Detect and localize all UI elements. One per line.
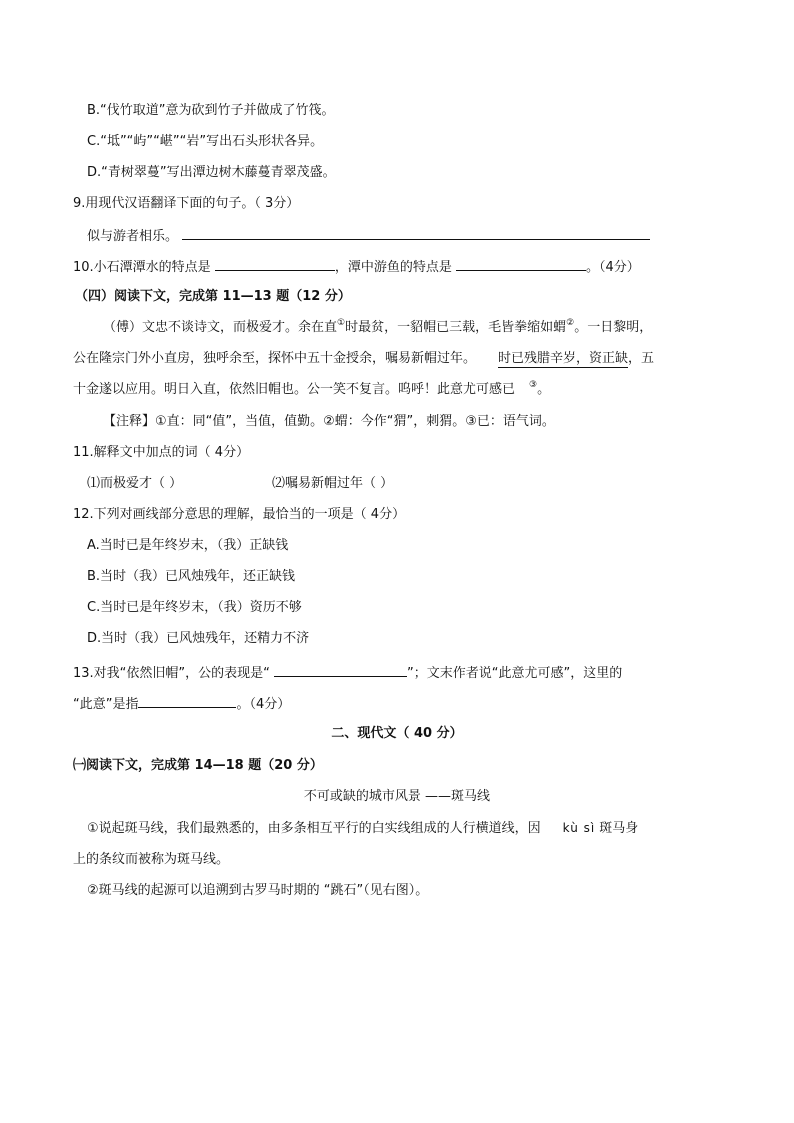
q9-sentence: 似与游者相乐。	[87, 229, 179, 244]
q13-line-2	[73, 694, 290, 714]
q10-line	[73, 257, 640, 277]
article-para1-line2: 上的条纹而被称为斑马线。	[73, 852, 230, 867]
q11-item-2: ⑵嘱易新帽过年（ ）	[272, 476, 394, 491]
footnote-marker-1: ①	[337, 318, 346, 328]
q11-prompt: 11.解释文中加点的词（ 4分）	[73, 445, 250, 460]
passage-text: （傅）文忠不谈诗文，而极爱才。余在直	[103, 320, 338, 335]
q8-option-b: B.“伐竹取道”意为砍到竹子并做成了竹筏。	[87, 103, 335, 118]
q10-part1: 10.小石潭潭水的特点是	[73, 260, 211, 275]
q13-blank-reaction[interactable]	[274, 663, 407, 677]
q13-blank-meaning[interactable]	[138, 694, 236, 708]
passage-text: 。一日黎明，	[574, 320, 653, 335]
q8-option-d: D.“青树翠蔓”写出潭边树木藤蔓青翠茂盛。	[87, 165, 336, 180]
footnote-marker-2: ②	[566, 318, 575, 328]
q10-part2: ，潭中游鱼的特点是	[334, 260, 452, 275]
q13-part1: 13.对我“依然旧帽”，公的表现是“	[73, 666, 270, 681]
passage-line-1	[103, 319, 652, 337]
article-para1-line1	[87, 819, 638, 838]
section4-heading: （四）阅读下文，完成第 11—13 题（12 分）	[75, 289, 351, 304]
passage-text: 公在隆宗门外小直房，独呼余至，探怀中五十金授余，嘱易新帽过年。	[73, 351, 477, 366]
article-text: ①说起斑马线，我们最熟悉的，由多条相互平行的白实线组成的人行横道线，因	[87, 821, 541, 836]
article-title: 不可或缺的城市风景 ——斑马线	[303, 789, 491, 804]
q13-part3: “此意”是指	[73, 697, 139, 712]
pinyin-prompt: kù sì	[562, 821, 596, 835]
passage-line-3	[73, 381, 550, 399]
passage-text: 。	[537, 382, 551, 397]
q13-part4: 。（4分）	[236, 697, 291, 712]
passage-line-2	[73, 350, 654, 368]
q12-option-a: A.当时已是年终岁末，（我）正缺钱	[87, 538, 289, 553]
section2-heading: 二、现代文（ 40 分）	[331, 726, 463, 741]
q10-blank-water[interactable]	[215, 257, 335, 271]
q10-part3: 。（4分）	[585, 260, 640, 275]
q9-answer-blank[interactable]	[182, 226, 650, 240]
q13-part2: ”；文末作者说“此意尤可感”，这里的	[407, 666, 623, 681]
q12-prompt: 12.下列对画线部分意思的理解，最恰当的一项是（ 4分）	[73, 507, 406, 522]
q12-option-b: B.当时（我）已风烛残年，还正缺钱	[87, 569, 296, 584]
footnote-marker-3: ③	[529, 380, 538, 390]
section2-subheading: ㈠阅读下文，完成第 14—18 题（20 分）	[73, 758, 323, 773]
passage-text: ，五	[628, 351, 655, 366]
q10-blank-fish[interactable]	[456, 257, 586, 271]
q12-option-d: D.当时（我）已风烛残年，还精力不济	[87, 631, 310, 646]
passage-text: 时最贫，一貂帽已三载，毛皆拳缩如蝟	[345, 320, 567, 335]
article-para2: ②斑马线的起源可以追溯到古罗马时期的 “跳石”（见右图）。	[87, 883, 429, 898]
q12-option-c: C.当时已是年终岁末，（我）资历不够	[87, 600, 302, 615]
underlined-phrase: 时已残腊辛岁，资正缺	[498, 351, 629, 366]
q11-item-1: ⑴而极爱才（ ）	[87, 476, 183, 491]
q9-prompt: 9.用现代汉语翻译下面的句子。（ 3分）	[73, 196, 300, 211]
article-text: 斑马身	[599, 821, 639, 836]
q8-option-c: C.“坻”“屿”“嵁”“岩”写出石头形状各异。	[87, 134, 324, 149]
passage-text: 十金遂以应用。明日入直，依然旧帽也。公一笑不复言。呜呼！此意尤可感已	[73, 382, 516, 397]
q9-answer-line	[87, 226, 650, 246]
passage-note: 【注释】①直：同“值”，当值，值勤。②蝟：今作“猬”，刺猬。③已：语气词。	[103, 414, 555, 429]
q13-line-1	[73, 663, 622, 683]
